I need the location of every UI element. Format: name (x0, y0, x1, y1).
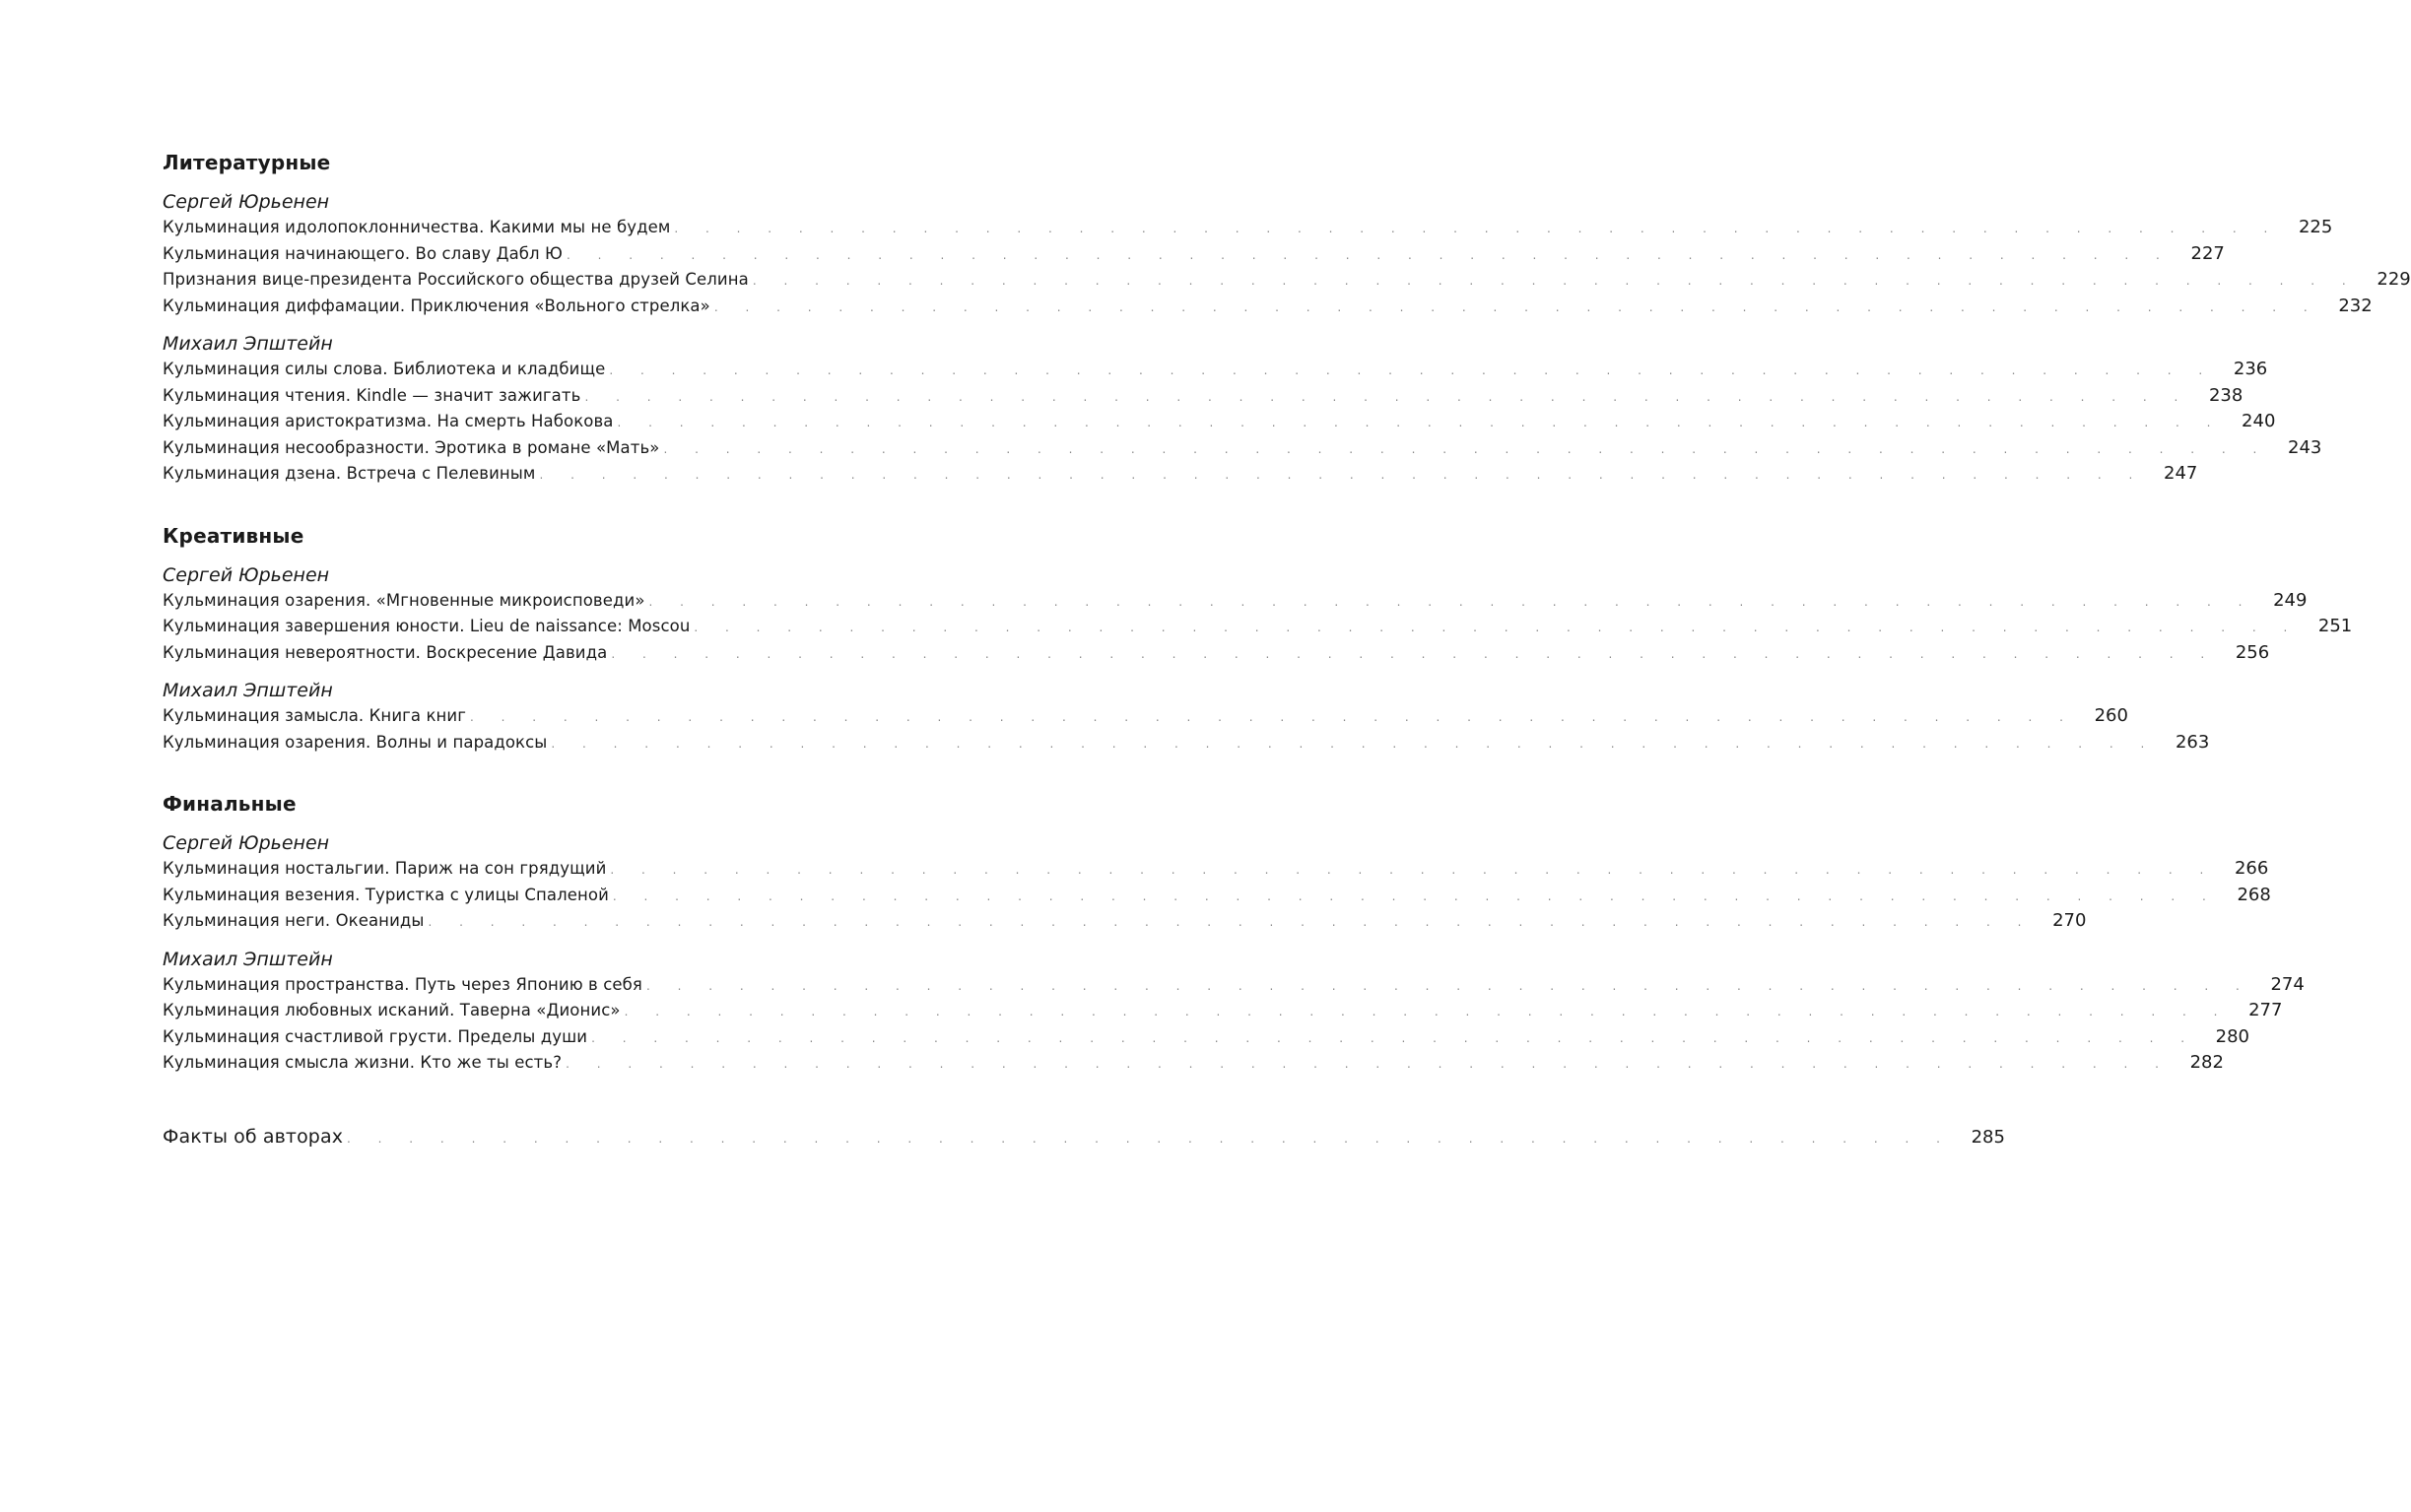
page-number: 232 (2338, 295, 2373, 316)
toc-entry[interactable] (163, 908, 2087, 935)
toc-entry[interactable] (163, 215, 2333, 241)
toc-entry[interactable] (163, 856, 2269, 883)
entry-title: Кульминация невероятности. Воскресение Давида (163, 642, 608, 662)
entry-title: Кульминация везения. Туристка с улицы Спаленой (163, 885, 609, 904)
author-name: Михаил Эпштейн (163, 948, 333, 970)
dot-leader: . . . . . . . . . . . . . . . . . . . . . . . . . . . . . . . . . . . . . . . . . . . . . . . . . . . . (624, 1005, 2230, 1019)
toc-entry[interactable] (163, 614, 2353, 640)
page-number: 263 (2175, 731, 2210, 753)
toc-entry[interactable] (163, 998, 2283, 1024)
entry-title: Кульминация идолопоклонничества. Какими мы не будем (163, 218, 671, 236)
entry-title: Кульминация любовных исканий. Таверна «Дионис» (163, 1001, 621, 1019)
entry-title: Кульминация диффамации. Приключения «Вольного стрелка» (163, 296, 710, 315)
dot-leader: . . . . . . . . . . . . . . . . . . . . . . . . . . . . . . . . . . . . . . . . . . . . . . . . . . . . (663, 441, 2269, 456)
page-number: 285 (1971, 1126, 2005, 1148)
author-block (163, 189, 2411, 319)
dot-leader: . . . . . . . . . . . . . . . . . . . . . . . . . . . . . . . . . . . . . . . . . . . . . . . . . . . . (610, 863, 2216, 877)
author-name: Сергей Юрьенен (163, 563, 330, 586)
dot-leader: . . . . . . . . . . . . . . . . . . . . . . . . . . . . . . . . . . . . . . . . . . . . . . . . . . . . (617, 416, 2223, 429)
page-number: 282 (2189, 1052, 2224, 1073)
dot-leader: . . . . . . . . . . . . . . . . . . . . . . . . . . . . . . . . . . . . . . . . . . . . . . . . . . . . (612, 888, 2218, 903)
toc-entry[interactable] (163, 461, 2198, 488)
dot-leader: . . . . . . . . . . . . . . . . . . . . . . . . . . . . . . . . . . . . . . . . . . . . . . . . . . . . (470, 710, 2075, 724)
entry-title: Кульминация счастливой грусти. Пределы души (163, 1026, 588, 1046)
entry-title: Кульминация замысла. Книга книг (163, 706, 467, 725)
entry-title: Кульминация чтения. Kindle — значит зажигать (163, 385, 581, 405)
toc-entry[interactable] (163, 1050, 2224, 1077)
page-number: 225 (2298, 217, 2333, 237)
dot-leader: . . . . . . . . . . . . . . . . . . . . . . . . . . . . . . . . . . . . . . . . . . . . . . . . . . . . (539, 468, 2145, 482)
entry-title: Кульминация смысла жизни. Кто же ты есть? (163, 1053, 563, 1072)
page-number: 274 (2270, 973, 2305, 995)
page-number: 251 (2317, 616, 2353, 636)
entry-title: Кульминация озарения. «Мгновенные микроисповеди» (163, 590, 645, 610)
author-name: Сергей Юрьенен (163, 191, 330, 213)
author-name: Михаил Эпштейн (163, 680, 333, 701)
entry-title: Кульминация дзена. Встреча с Пелевиным (163, 464, 536, 483)
dot-leader: . . . . . . . . . . . . . . . . . . . . . . . . . . . . . . . . . . . . . . . . . . . . . . . . . . . . (566, 247, 2172, 262)
toc-entry[interactable] (163, 294, 2373, 320)
dot-leader: . . . . . . . . . . . . . . . . . . . . . . . . . . . . . . . . . . . . . . . . . . . . . . . . . . . . (347, 1131, 1952, 1146)
author-name: Сергей Юрьенен (163, 832, 330, 854)
toc-section (163, 789, 2305, 1077)
toc-entry[interactable] (163, 1024, 2250, 1051)
entry-title: Кульминация завершения юности. Lieu de naissance: Moscou (163, 617, 691, 635)
toc-entry[interactable] (163, 972, 2305, 999)
toc-entry[interactable] (163, 409, 2276, 435)
toc-entry[interactable] (163, 730, 2210, 756)
entry-title: Кульминация пространства. Путь через Японию в себя (163, 974, 642, 994)
entry-title: Кульминация начинающего. Во славу Дабл Ю (163, 243, 563, 263)
dot-leader: . . . . . . . . . . . . . . . . . . . . . . . . . . . . . . . . . . . . . . . . . . . . . . . . . . . . (648, 594, 2254, 609)
toc-entry[interactable] (163, 241, 2225, 268)
author-block (163, 562, 2353, 667)
page-number: 247 (2164, 463, 2198, 484)
page-number: 270 (2052, 910, 2087, 931)
entry-title: Признания вице-президента Российского общества друзей Селина (163, 270, 749, 289)
toc-entry[interactable] (163, 588, 2308, 615)
page-number: 240 (2242, 411, 2276, 431)
dot-leader: . . . . . . . . . . . . . . . . . . . . . . . . . . . . . . . . . . . . . . . . . . . . . . . . . . . . (428, 915, 2034, 929)
dot-leader: . . . . . . . . . . . . . . . . . . . . . . . . . . . . . . . . . . . . . . . . . . . . . . . . . . . . (609, 363, 2215, 377)
author-name: Михаил Эпштейн (163, 333, 333, 355)
toc-entry[interactable] (163, 267, 2411, 294)
dot-leader: . . . . . . . . . . . . . . . . . . . . . . . . . . . . . . . . . . . . . . . . . . . . . . . . . . . . (674, 222, 2280, 235)
page-number: 280 (2215, 1025, 2250, 1047)
section-title: Креативные (163, 523, 304, 548)
page-number: 227 (2190, 242, 2225, 264)
page-number: 260 (2094, 705, 2128, 726)
page-number: 243 (2288, 436, 2322, 458)
page-number: 249 (2273, 589, 2308, 611)
dot-leader: . . . . . . . . . . . . . . . . . . . . . . . . . . . . . . . . . . . . . . . . . . . . . . . . . . . . (566, 1057, 2171, 1071)
toc-entry-authors-facts[interactable] (163, 1124, 2005, 1150)
dot-leader: . . . . . . . . . . . . . . . . . . . . . . . . . . . . . . . . . . . . . . . . . . . . . . . . . . . . (551, 736, 2157, 751)
page-number: 266 (2234, 858, 2269, 879)
toc-entry[interactable] (163, 883, 2271, 909)
section-title: Литературные (163, 151, 331, 174)
entry-title: Кульминация несообразности. Эротика в романе «Мать» (163, 437, 660, 457)
author-block (163, 830, 2271, 935)
entry-title: Кульминация силы слова. Библиотека и кладбище (163, 360, 606, 378)
page-number: 277 (2248, 1000, 2283, 1020)
toc-entry[interactable] (163, 383, 2244, 410)
page-number: 256 (2235, 641, 2270, 663)
toc-entry[interactable] (163, 640, 2270, 667)
entry-title: Кульминация ностальгии. Париж на сон грядущий (163, 859, 607, 878)
page-number: 238 (2208, 384, 2244, 406)
entry-title: Кульминация неги. Океаниды (163, 911, 425, 930)
section-title: Финальные (163, 792, 297, 816)
dot-leader: . . . . . . . . . . . . . . . . . . . . . . . . . . . . . . . . . . . . . . . . . . . . . . . . . . . . (752, 274, 2358, 288)
toc-entry[interactable] (163, 703, 2128, 730)
dot-leader: . . . . . . . . . . . . . . . . . . . . . . . . . . . . . . . . . . . . . . . . . . . . . . . . . . . . (611, 646, 2217, 661)
table-of-contents (163, 148, 2411, 1150)
page-number: 268 (2237, 884, 2271, 905)
author-block (163, 331, 2322, 488)
dot-leader: . . . . . . . . . . . . . . . . . . . . . . . . . . . . . . . . . . . . . . . . . . . . . . . . . . . . (591, 1030, 2197, 1045)
author-block (163, 678, 2210, 756)
entry-title: Кульминация озарения. Волны и парадоксы (163, 732, 548, 752)
toc-section (163, 521, 2353, 756)
dot-leader: . . . . . . . . . . . . . . . . . . . . . . . . . . . . . . . . . . . . . . . . . . . . . . . . . . . . (645, 978, 2251, 993)
author-block (163, 947, 2305, 1077)
dot-leader: . . . . . . . . . . . . . . . . . . . . . . . . . . . . . . . . . . . . . . . . . . . . . . . . . . . . (694, 621, 2300, 634)
entry-title: Факты об авторах (163, 1125, 344, 1148)
page-number: 229 (2377, 269, 2411, 290)
toc-entry[interactable] (163, 357, 2268, 383)
toc-entry[interactable] (163, 435, 2322, 462)
dot-leader: . . . . . . . . . . . . . . . . . . . . . . . . . . . . . . . . . . . . . . . . . . . . . . . . . . . . (584, 389, 2190, 404)
dot-leader: . . . . . . . . . . . . . . . . . . . . . . . . . . . . . . . . . . . . . . . . . . . . . . . . . . . . (713, 299, 2319, 314)
entry-title: Кульминация аристократизма. На смерть Набокова (163, 412, 614, 430)
toc-section (163, 148, 2411, 488)
page-number: 236 (2233, 359, 2268, 379)
